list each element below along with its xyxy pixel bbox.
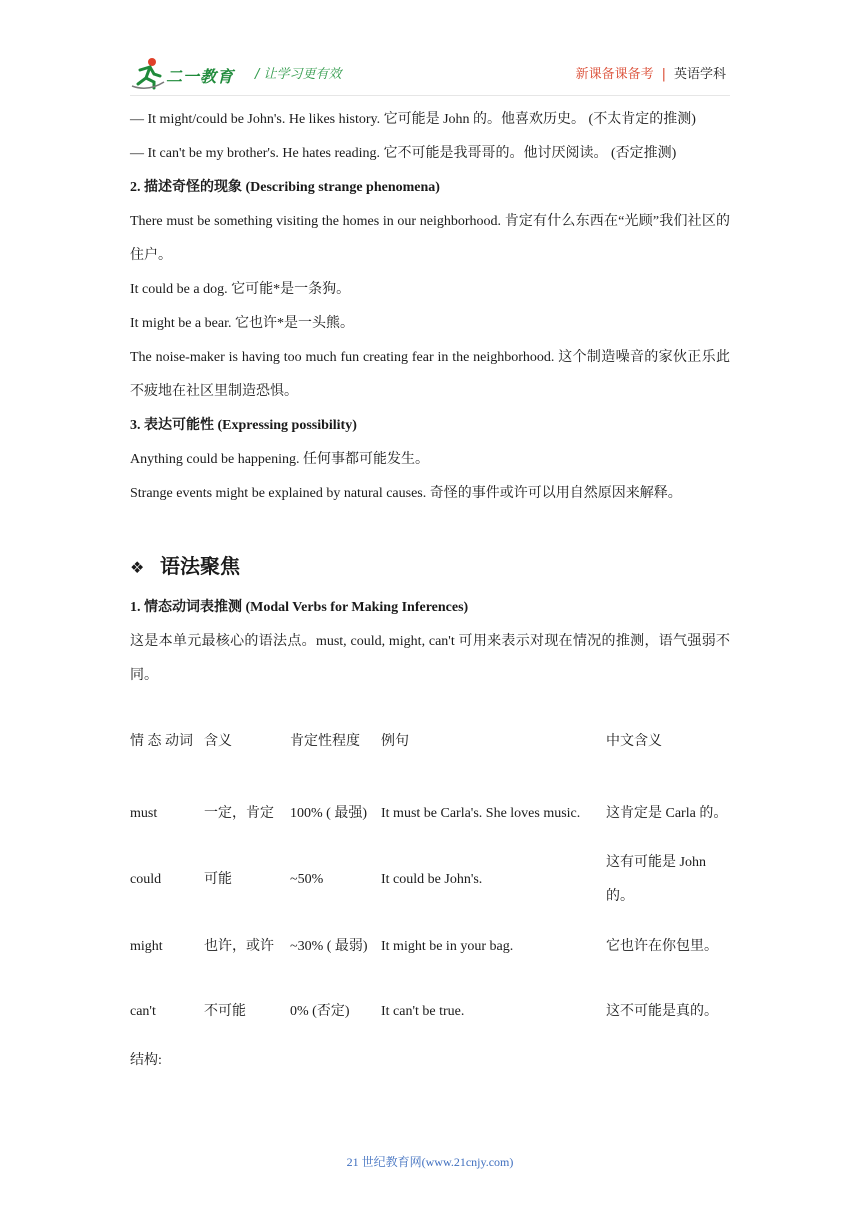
logo-text: 二一教育: [166, 67, 235, 86]
table-cell: might: [130, 938, 163, 954]
table-cell: 100% ( 最强): [290, 805, 367, 821]
table-header: 例句: [381, 734, 409, 749]
table-cell: It must be Carla's. She loves music.: [381, 805, 581, 821]
paragraph: It might be a bear. 它也许*是一头熊。: [130, 316, 354, 331]
header-separator: |: [661, 67, 666, 82]
paragraph: 这是本单元最核心的语法点。must, could, might, can't 可用来表示对现在情况的推测，语气强弱不同。: [130, 634, 730, 683]
logo: [130, 56, 242, 90]
paragraph: Anything could be happening. 任何事都可能发生。: [130, 452, 430, 467]
table-header-row: [130, 703, 732, 781]
table-cell: 不可能: [204, 1003, 246, 1019]
subheading: 2. 描述奇怪的现象 (Describing strange phenomena): [130, 180, 440, 195]
table-cell: 这有可能是 John 的。: [606, 855, 706, 904]
header-divider: [130, 95, 730, 96]
table-row: [130, 846, 732, 914]
header-tagline: 新课备课备考: [575, 67, 654, 82]
table-row: [130, 781, 732, 846]
paragraph: — It might/could be John's. He likes history. 它可能是 John 的。他喜欢历史。 (不太肯定的推测): [130, 112, 696, 127]
table-cell: 也许，或许: [204, 938, 274, 954]
table-header: 含义: [204, 734, 232, 749]
paragraph: It could be a dog. 它可能*是一条狗。: [130, 282, 351, 297]
table-header: 情 态 动词: [130, 734, 193, 749]
paragraph: — It can't be my brother's. He hates reading. 它不可能是我哥哥的。他讨厌阅读。 (否定推测): [130, 146, 677, 161]
table-cell: 它也许在你包里。: [606, 938, 718, 954]
main-content: [130, 103, 730, 1078]
table-cell: 0% (否定): [290, 1003, 350, 1019]
table-cell: It could be John's.: [381, 872, 483, 887]
subheading: 3. 表达可能性 (Expressing possibility): [130, 418, 357, 433]
table-cell: ~30% ( 最弱): [290, 938, 368, 954]
table-cell: 可能: [204, 872, 232, 887]
table-row: [130, 914, 732, 979]
table-cell: 这不可能是真的。: [606, 1003, 718, 1019]
table-cell: 一定，肯定: [204, 805, 274, 821]
table-header: 肯定性程度: [290, 734, 360, 749]
header-right: [576, 63, 726, 82]
table-cell: It might be in your bag.: [381, 938, 514, 954]
paragraph: Strange events might be explained by natural causes. 奇怪的事件或许可以用自然原因来解释。: [130, 486, 682, 501]
table-cell: could: [130, 872, 162, 887]
modal-verbs-table: [130, 703, 732, 1044]
runner-logo-icon: [130, 56, 166, 90]
table-cell: It can't be true.: [381, 1003, 465, 1019]
section-title-text: 语法聚焦: [160, 554, 240, 578]
table-cell: ~50%: [290, 872, 324, 887]
section-title: [130, 541, 730, 591]
table-header: 中文含义: [606, 734, 662, 749]
table-cell: must: [130, 805, 158, 821]
slogan: / 让学习更有效: [255, 67, 342, 82]
table-row: [130, 979, 732, 1044]
page-footer: 21 世纪教育网(www.21cnjy.com): [346, 1155, 514, 1169]
header-subject: 英语学科: [673, 67, 726, 82]
paragraph: The noise-maker is having too much fun creating fear in the neighborhood. 这个制造噪音的家伙正乐此不疲地在社区里制造恐惧。: [130, 350, 730, 399]
table-cell: 这肯定是 Carla 的。: [606, 805, 728, 821]
paragraph: There must be something visiting the homes in our neighborhood. 肯定有什么东西在“光顾”我们社区的住户。: [130, 214, 730, 263]
subheading: 1. 情态动词表推测 (Modal Verbs for Making Inferences): [130, 600, 469, 615]
structure-label: 结构:: [130, 1053, 162, 1068]
page-header: [130, 56, 730, 90]
diamond-bullet-icon: ❖: [130, 558, 145, 577]
table-cell: can't: [130, 1003, 156, 1019]
